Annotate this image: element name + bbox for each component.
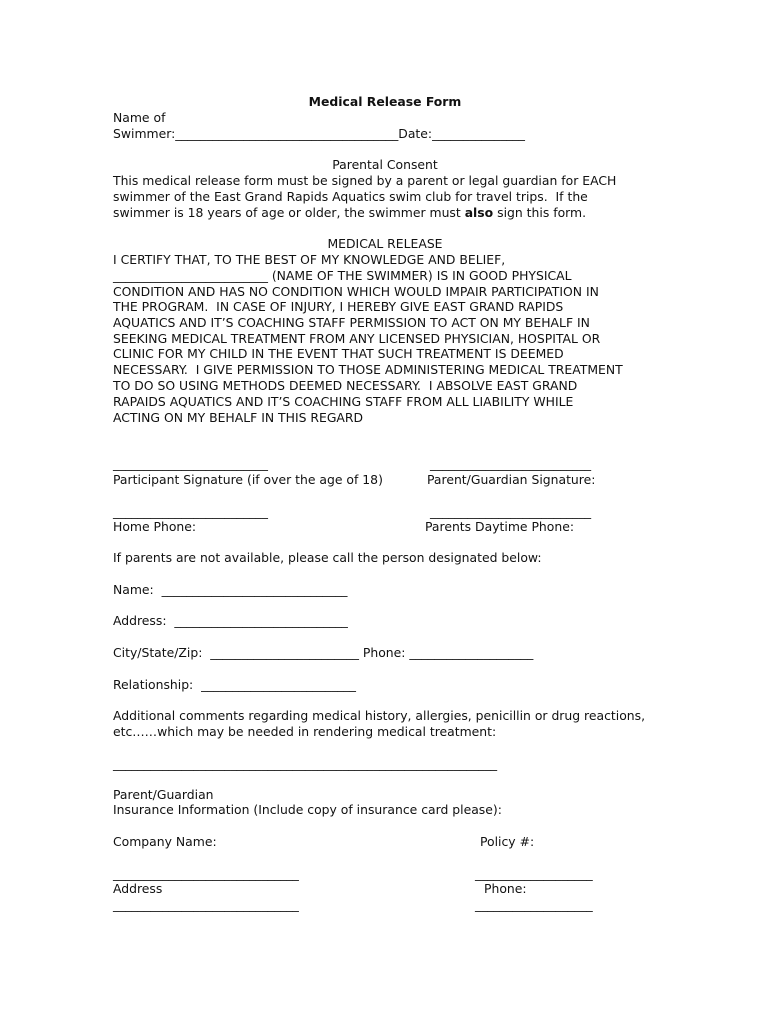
consent-text-line: This medical release form must be signed by a parent or legal guardian for EACH [113, 173, 617, 188]
release-text-line: RAPAIDS AQUATICS AND IT’S COACHING STAFF FROM ALL LIABILITY WHILE [113, 394, 574, 409]
insurance-phone-label: Phone: [484, 881, 527, 896]
release-text-line: CONDITION AND HAS NO CONDITION WHICH WOULD IMPAIR PARTICIPATION IN [113, 284, 599, 299]
designated-relationship-field[interactable]: Relationship: _________________________ [113, 677, 356, 692]
designated-city-phone-field[interactable]: City/State/Zip: ________________________ Phone: ____________________ [113, 645, 534, 660]
release-text-line: AQUATICS AND IT’S COACHING STAFF PERMISSION TO ACT ON MY BEHALF IN [113, 315, 590, 330]
comments-prompt-line: etc……which may be needed in rendering medical treatment: [113, 724, 497, 739]
consent-text-emphasis: also [464, 205, 494, 220]
participant-signature-field[interactable]: _________________________ [113, 456, 268, 471]
swimmer-name-label: Name of [113, 110, 166, 125]
guardian-signature-field[interactable]: __________________________ [430, 456, 592, 471]
policy-number-label: Policy #: [480, 834, 535, 849]
release-text-line: NECESSARY. I GIVE PERMISSION TO THOSE ADMINISTERING MEDICAL TREATMENT [113, 362, 623, 377]
release-heading: MEDICAL RELEASE [327, 236, 443, 251]
release-text-line: _________________________ (NAME OF THE SWIMMER) IS IN GOOD PHYSICAL [113, 268, 572, 283]
designated-address-field[interactable]: Address: ____________________________ [113, 613, 348, 628]
consent-text-line [113, 205, 586, 221]
designated-name-field[interactable]: Name: ______________________________ [113, 582, 348, 597]
release-text-line: THE PROGRAM. IN CASE OF INJURY, I HEREBY GIVE EAST GRAND RAPIDS [113, 299, 564, 314]
participant-signature-label: Participant Signature (if over the age of 18) [113, 472, 383, 487]
release-text-line: TO DO SO USING METHODS DEEMED NECESSARY. I ABSOLVE EAST GRAND [113, 378, 578, 393]
release-text-line: SEEKING MEDICAL TREATMENT FROM ANY LICENSED PHYSICIAN, HOSPITAL OR [113, 331, 601, 346]
daytime-phone-field[interactable]: __________________________ [430, 504, 592, 519]
release-text-line: CLINIC FOR MY CHILD IN THE EVENT THAT SUCH TREATMENT IS DEEMED [113, 346, 564, 361]
comments-prompt-line: Additional comments regarding medical history, allergies, penicillin or drug reactions, [113, 708, 646, 723]
guardian-signature-label: Parent/Guardian Signature: [427, 472, 596, 487]
consent-text-line: swimmer of the East Grand Rapids Aquatics swim club for travel trips. If the [113, 189, 588, 204]
home-phone-label: Home Phone: [113, 519, 197, 534]
consent-text-segment: sign this form. [493, 205, 587, 220]
home-phone-field[interactable]: _________________________ [113, 504, 268, 519]
insurance-address-field[interactable]: ______________________________ [113, 897, 299, 912]
consent-text-segment: swimmer is 18 years of age or older, the swimmer must [113, 205, 465, 220]
insurance-phone-field[interactable]: ___________________ [475, 897, 593, 912]
form-title: Medical Release Form [308, 94, 462, 109]
swimmer-name-date-field[interactable]: Swimmer:____________________________________Date:_______________ [113, 126, 526, 141]
insurance-address-label: Address [113, 881, 163, 896]
consent-heading: Parental Consent [332, 157, 438, 172]
daytime-phone-label: Parents Daytime Phone: [425, 519, 575, 534]
insurance-heading-line: Parent/Guardian [113, 787, 214, 802]
designated-person-instructions: If parents are not available, please call the person designated below: [113, 550, 542, 565]
release-text-line: I CERTIFY THAT, TO THE BEST OF MY KNOWLEDGE AND BELIEF, [113, 252, 506, 267]
insurance-heading-line: Insurance Information (Include copy of insurance card please): [113, 802, 502, 817]
release-text-line: ACTING ON MY BEHALF IN THIS REGARD [113, 410, 364, 425]
policy-number-field[interactable]: ___________________ [475, 866, 593, 881]
comments-field[interactable]: ______________________________________________________________ [113, 756, 498, 771]
company-name-label: Company Name: [113, 834, 217, 849]
company-name-field[interactable]: ______________________________ [113, 866, 299, 881]
